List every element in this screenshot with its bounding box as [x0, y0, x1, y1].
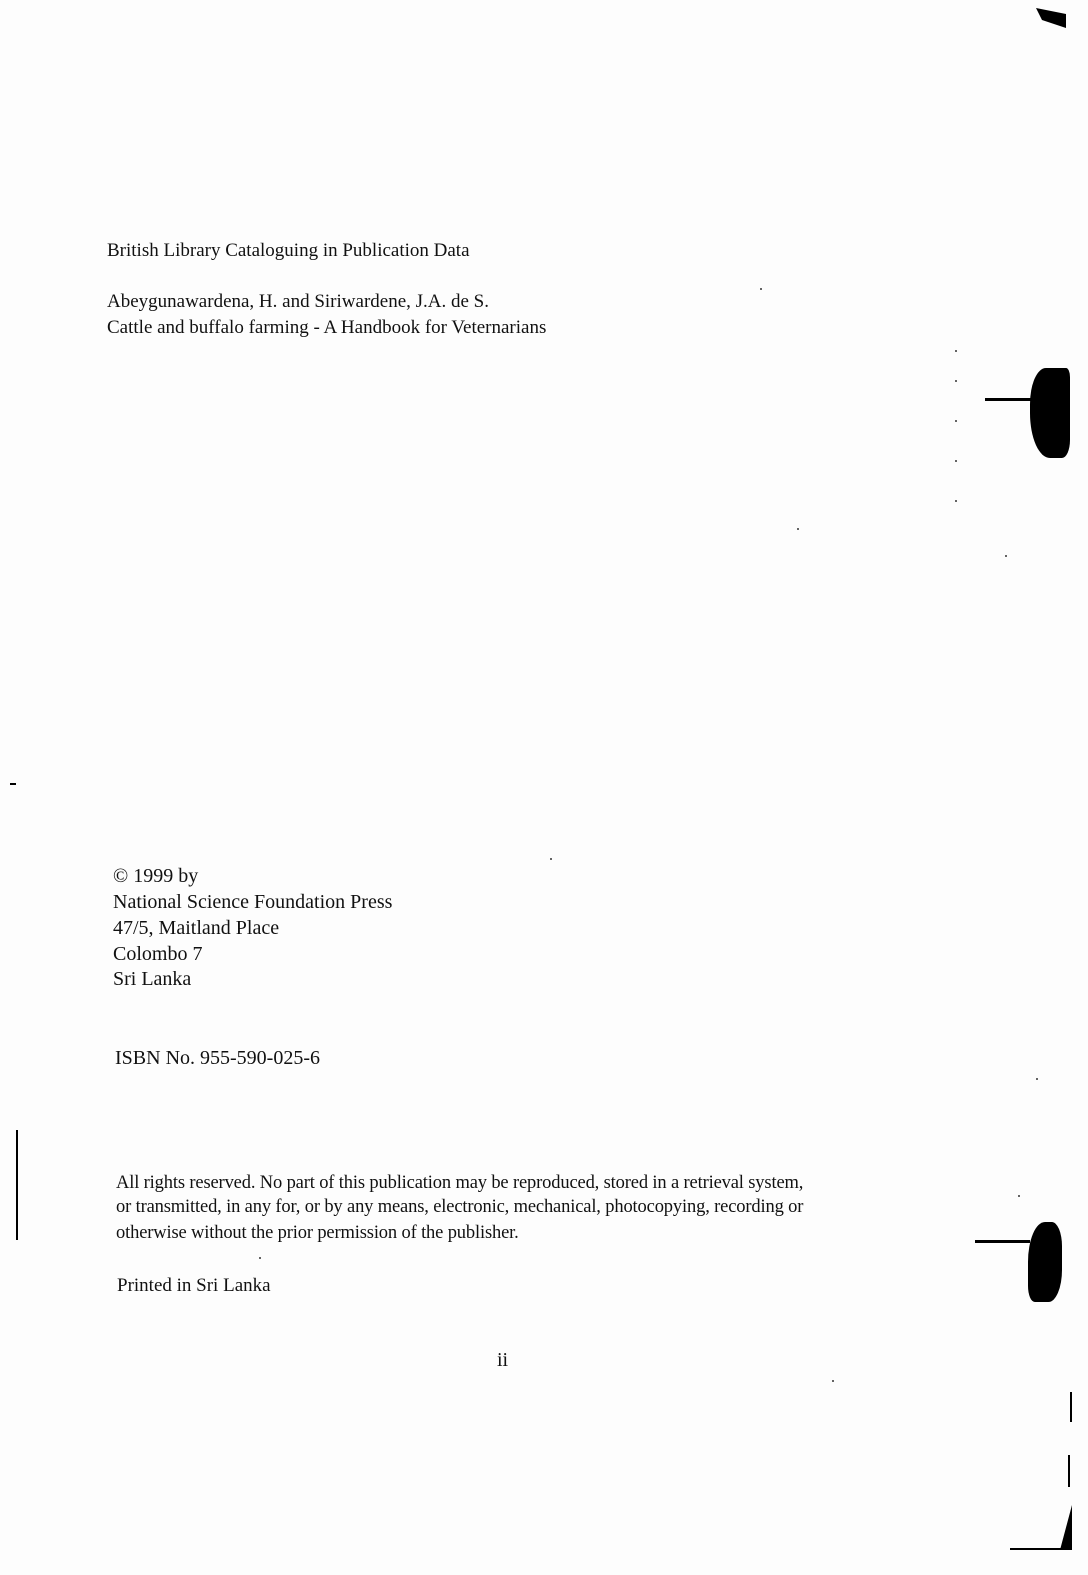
scan-artifact-right-upper	[1030, 368, 1070, 458]
scan-dot	[955, 460, 957, 462]
scan-dot	[955, 380, 957, 382]
publisher-country: Sri Lanka	[113, 968, 192, 990]
publisher-address-line2: Colombo 7	[113, 943, 203, 965]
scan-dot	[1018, 1195, 1020, 1197]
rights-line3: otherwise without the prior permission of the publisher.	[116, 1223, 519, 1243]
catalogue-title: Cattle and buffalo farming - A Handbook for Veternarians	[107, 317, 547, 338]
scan-dot	[1036, 1078, 1038, 1080]
rights-line1: All rights reserved. No part of this publication may be reproduced, stored in a retrieval system,	[116, 1173, 804, 1193]
scan-artifact-top-right	[1036, 8, 1066, 28]
scan-dot	[1005, 555, 1007, 557]
scan-artifact-left-dash	[10, 783, 16, 785]
scan-artifact-right-upper-line	[985, 398, 1035, 401]
catalogue-authors: Abeygunawardena, H. and Siriwardene, J.A. de S.	[107, 291, 490, 312]
isbn-line: ISBN No. 955-590-025-6	[115, 1047, 320, 1069]
cataloguing-heading: British Library Cataloguing in Publication Data	[107, 240, 470, 261]
scan-dot	[955, 500, 957, 502]
scan-artifact-right-lower	[1028, 1222, 1062, 1302]
scan-artifact-bottom-right	[1060, 1505, 1072, 1550]
scan-dot	[832, 1380, 834, 1382]
scan-artifact-right-lower-line	[975, 1240, 1030, 1243]
scan-artifact-left-margin	[16, 1130, 18, 1240]
scan-dot	[259, 1257, 261, 1259]
scan-artifact-right-tick	[1070, 1392, 1072, 1422]
scan-dot	[955, 420, 957, 422]
scan-dot	[955, 350, 957, 352]
printed-line: Printed in Sri Lanka	[117, 1275, 271, 1296]
scan-artifact-right-tick2	[1068, 1455, 1070, 1487]
scan-dot	[797, 528, 799, 530]
copyright-line: © 1999 by	[113, 865, 199, 887]
rights-line2: or transmitted, in any for, or by any means, electronic, mechanical, photocopying, recording or	[116, 1197, 804, 1217]
publisher-address-line1: 47/5, Maitland Place	[113, 917, 280, 939]
page-number: ii	[497, 1349, 509, 1371]
scan-dot	[550, 858, 552, 860]
scan-artifact-bottom-right-line	[1010, 1548, 1072, 1550]
publisher-name: National Science Foundation Press	[113, 891, 393, 913]
scan-dot	[760, 288, 762, 290]
